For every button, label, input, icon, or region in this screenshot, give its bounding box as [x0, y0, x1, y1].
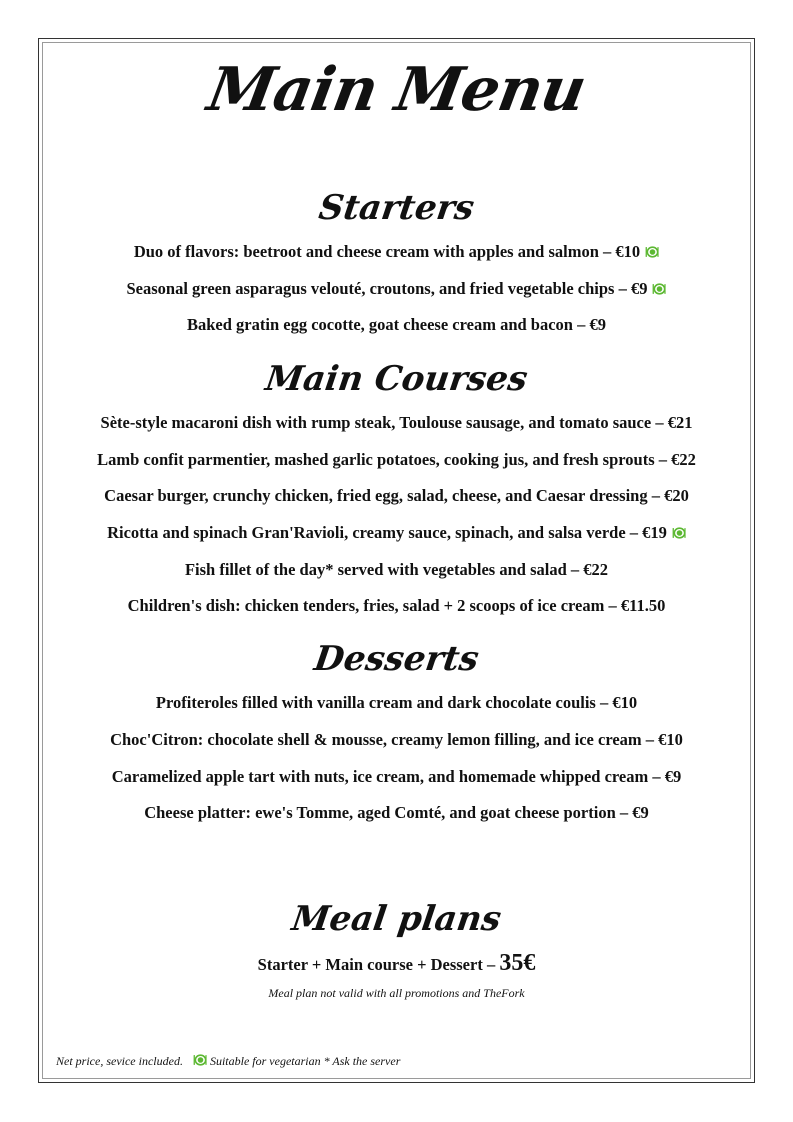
vegetarian-plate-icon [672, 527, 686, 539]
meal-plan-note: Meal plan not valid with all promotions and TheFork [268, 986, 525, 1000]
main-courses-heading: Main Courses [262, 359, 531, 399]
starters-heading: Starters [316, 188, 477, 228]
menu-item-text: Cheese platter: ewe's Tomme, aged Comté, and goat cheese portion – €9 [144, 803, 649, 822]
vegetarian-plate-icon [652, 283, 666, 295]
desserts-heading: Desserts [311, 639, 482, 679]
menu-item [45, 241, 748, 263]
menu-item [45, 449, 748, 471]
page-title: Main Menu [202, 55, 591, 125]
menu-item [45, 314, 748, 336]
menu-item [45, 412, 748, 434]
menu-item-text: Fish fillet of the day* served with vegetables and salad – €22 [184, 560, 609, 579]
meal-plans-heading: Meal plans [289, 899, 504, 939]
meal-plan-line [0, 948, 793, 980]
menu-item [45, 802, 748, 824]
menu-item-text: Children's dish: chicken tenders, fries, salad + 2 scoops of ice cream – €11.50 [127, 596, 666, 615]
menu-item-text: Lamb confit parmentier, mashed garlic potatoes, cooking jus, and fresh sprouts – €22 [97, 450, 696, 469]
menu-item [45, 766, 748, 788]
vegetarian-plate-icon [645, 246, 659, 258]
menu-item [45, 729, 748, 751]
menu-item [45, 559, 748, 581]
menu-item-text: Caramelized apple tart with nuts, ice cream, and homemade whipped cream – €9 [111, 767, 682, 786]
menu-item [45, 485, 748, 507]
menu-item [45, 692, 748, 714]
menu-item-text: Baked gratin egg cocotte, goat cheese cream and bacon – €9 [186, 315, 606, 334]
menu-item [45, 595, 748, 617]
meal-plan-description: Starter + Main course + Dessert – [257, 955, 496, 974]
menu-item-text: Sète-style macaroni dish with rump steak, Toulouse sausage, and tomato sauce – €21 [100, 413, 693, 432]
menu-item-text: Choc'Citron: chocolate shell & mousse, creamy lemon filling, and ice cream – €10 [110, 730, 683, 749]
menu-item-text: Caesar burger, crunchy chicken, fried egg, salad, cheese, and Caesar dressing – €20 [104, 486, 689, 505]
meal-plan-price: 35€ [499, 950, 536, 976]
net-price-note: Net price, sevice included. [56, 1054, 183, 1068]
footer-note [56, 1053, 400, 1069]
menu-item-text: Seasonal green asparagus velouté, croutons, and fried vegetable chips – €9 [126, 279, 648, 298]
vegetarian-plate-icon [193, 1054, 207, 1066]
menu-item [45, 278, 748, 300]
menu-item-text: Profiteroles filled with vanilla cream and dark chocolate coulis – €10 [155, 693, 638, 712]
menu-item [45, 522, 748, 544]
menu-item-text: Duo of flavors: beetroot and cheese cream with apples and salmon – €10 [133, 242, 641, 261]
vegetarian-legend: Suitable for vegetarian * Ask the server [209, 1054, 401, 1068]
menu-item-text: Ricotta and spinach Gran'Ravioli, creamy sauce, spinach, and salsa verde – €19 [107, 523, 667, 542]
